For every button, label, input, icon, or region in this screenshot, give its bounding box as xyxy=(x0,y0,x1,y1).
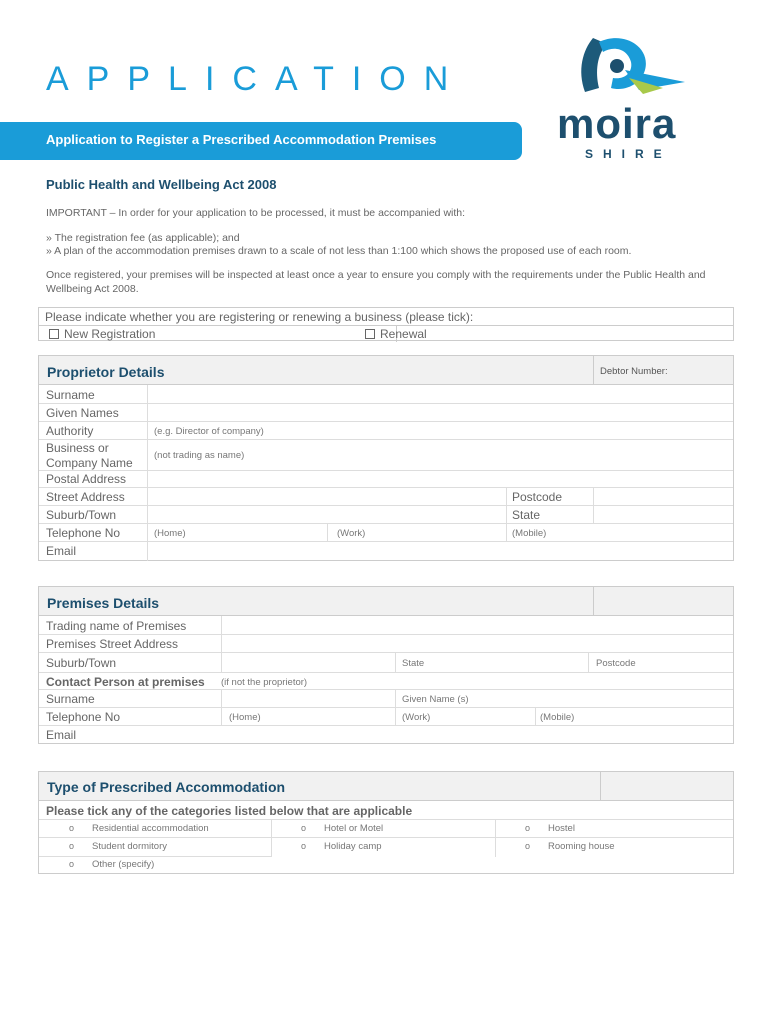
hotel-label: Hotel or Motel xyxy=(324,823,384,834)
other-label: Other (specify) xyxy=(92,859,155,870)
telephone-label: Telephone No xyxy=(46,526,121,540)
contact-email-label: Email xyxy=(46,728,77,742)
other-bullet[interactable]: o xyxy=(69,859,75,869)
business-label-line2: Company Name xyxy=(46,456,133,470)
important-note: IMPORTANT – In order for your application to be processed, it must be accompanied with: xyxy=(46,207,466,219)
phone-work-hint: (Work) xyxy=(337,528,366,539)
trading-name-label: Trading name of Premises xyxy=(46,619,187,633)
contact-work-hint: (Work) xyxy=(402,712,431,723)
hostel-label: Hostel xyxy=(548,823,575,834)
hostel-bullet[interactable]: o xyxy=(525,823,531,833)
premises-state-label: State xyxy=(402,658,425,669)
new-registration-option[interactable] xyxy=(49,327,155,341)
registration-question: Please indicate whether you are registering or renewing a business (please tick): xyxy=(45,310,474,324)
contact-home-hint: (Home) xyxy=(229,712,261,723)
premises-street-label: Premises Street Address xyxy=(46,637,179,651)
accommodation-instruction: Please tick any of the categories listed below that are applicable xyxy=(46,804,413,818)
rooming-label: Rooming house xyxy=(548,841,615,852)
contact-person-label: Contact Person at premises xyxy=(46,675,205,689)
bullet-plan: » A plan of the accommodation premises drawn to a scale of not less than 1:100 which shows the proposed use of each room. xyxy=(46,245,632,257)
phone-mobile-hint: (Mobile) xyxy=(512,528,547,539)
student-label: Student dormitory xyxy=(92,841,167,852)
accommodation-type-section xyxy=(38,771,734,874)
debtor-number-label: Debtor Number: xyxy=(600,366,668,377)
given-names-label: Given Names xyxy=(46,406,119,420)
hotel-bullet[interactable]: o xyxy=(301,823,307,833)
rooming-bullet[interactable]: o xyxy=(525,841,531,851)
title-banner xyxy=(0,122,522,160)
renewal-option[interactable] xyxy=(365,327,427,341)
surname-label: Surname xyxy=(46,388,95,402)
authority-label: Authority xyxy=(46,424,94,438)
suburb-label: Suburb/Town xyxy=(46,508,117,522)
accommodation-title: Type of Prescribed Accommodation xyxy=(47,779,286,795)
phone-home-hint: (Home) xyxy=(154,528,186,539)
email-label: Email xyxy=(46,544,77,558)
contact-mobile-hint: (Mobile) xyxy=(540,712,575,723)
renewal-checkbox[interactable] xyxy=(365,329,375,339)
premises-suburb-label: Suburb/Town xyxy=(46,656,117,670)
contact-person-hint: (if not the proprietor) xyxy=(221,677,308,688)
new-registration-checkbox[interactable] xyxy=(49,329,59,339)
business-label-line1: Business or xyxy=(46,441,109,455)
logo-wordmark: moira xyxy=(557,100,677,147)
premises-title: Premises Details xyxy=(47,595,160,611)
contact-telephone-label: Telephone No xyxy=(46,710,121,724)
banner-subtitle: Application to Register a Prescribed Accommodation Premises xyxy=(46,132,437,147)
logo-shire: SHIRE xyxy=(585,147,672,161)
inspection-note: Once registered, your premises will be inspected at least once a year to ensure you comply with the requirements under the Public Health and Wellbeing Act 2008. xyxy=(46,269,706,295)
registration-choice xyxy=(38,307,734,341)
renewal-label: Renewal xyxy=(380,327,427,341)
street-address-label: Street Address xyxy=(46,490,125,504)
document-title: APPLICATION xyxy=(46,60,467,98)
contact-given-label: Given Name (s) xyxy=(402,694,469,705)
residential-bullet[interactable]: o xyxy=(69,823,75,833)
contact-surname-label: Surname xyxy=(46,692,95,706)
business-hint: (not trading as name) xyxy=(154,450,245,461)
proprietor-title: Proprietor Details xyxy=(47,364,165,380)
residential-label: Residential accommodation xyxy=(92,823,209,834)
postal-address-label: Postal Address xyxy=(46,472,127,486)
state-label: State xyxy=(512,508,541,522)
holiday-label: Holiday camp xyxy=(324,841,382,852)
postcode-label: Postcode xyxy=(512,490,563,504)
premises-postcode-label: Postcode xyxy=(596,658,636,669)
authority-hint: (e.g. Director of company) xyxy=(154,426,264,437)
premises-details-section xyxy=(38,586,734,744)
student-bullet[interactable]: o xyxy=(69,841,75,851)
act-heading: Public Health and Wellbeing Act 2008 xyxy=(46,177,277,192)
new-registration-label: New Registration xyxy=(64,327,156,341)
holiday-bullet[interactable]: o xyxy=(301,841,307,851)
bullet-fee: » The registration fee (as applicable); and xyxy=(46,232,240,244)
proprietor-details-section xyxy=(38,355,734,561)
